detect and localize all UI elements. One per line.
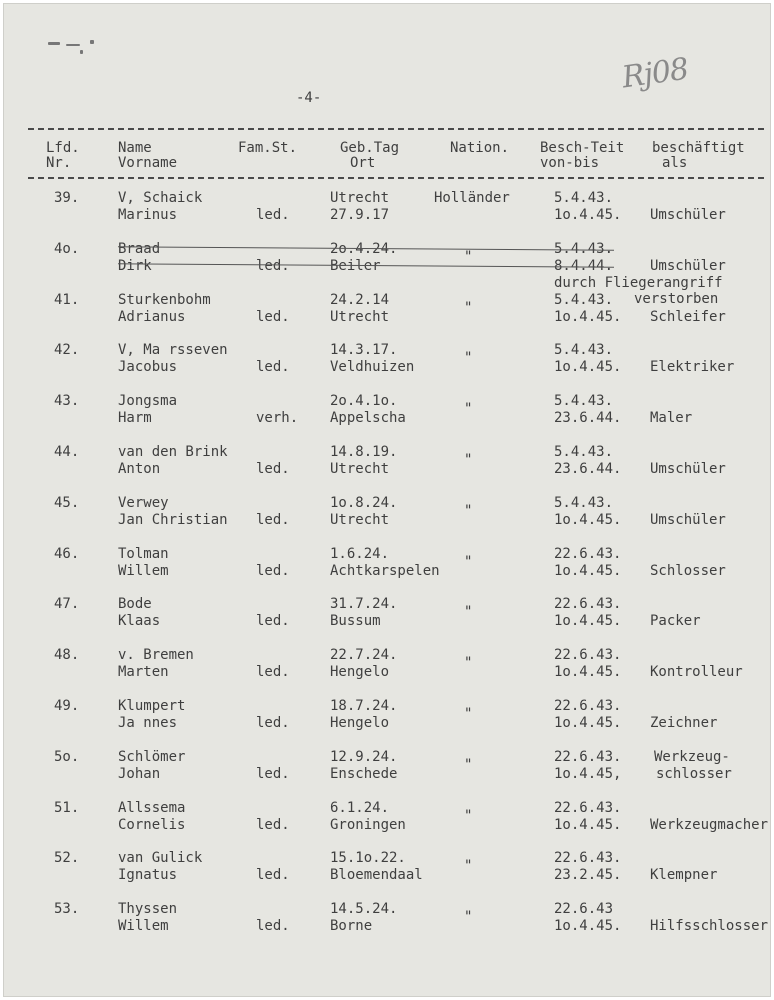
row-gebtag: 1o.8.24. [330, 495, 398, 511]
row-bis: 1o.4.45. [554, 512, 622, 528]
row-note: verstorben [634, 291, 719, 307]
row-ort: Bloemendaal [330, 867, 423, 883]
row-ort: Hengelo [330, 715, 390, 731]
row-bis: 1o.4.45. [554, 563, 622, 579]
row-number: 42. [54, 342, 80, 358]
row-als: Packer [650, 613, 701, 629]
row-von: 22.6.43. [554, 596, 622, 612]
row-vorname: Adrianus [118, 309, 186, 325]
header-vonbis: von-bis [540, 155, 600, 171]
row-nation: " [464, 808, 473, 824]
row-bis: 8.4.44. [554, 258, 614, 274]
row-ort: Utrecht [330, 512, 390, 528]
row-nation: " [464, 554, 473, 570]
row-gebtag: 12.9.24. [330, 749, 398, 765]
header-nr: Nr. [46, 155, 72, 171]
row-number: 51. [54, 800, 80, 816]
page-number: -4- [296, 90, 322, 106]
row-ort: Groningen [330, 817, 406, 833]
row-als: Maler [650, 410, 693, 426]
row-nation: " [464, 604, 473, 620]
row-famst: led. [256, 664, 290, 680]
row-famst: led. [256, 766, 290, 782]
row-von: 22.6.43. [554, 800, 622, 816]
punch-mark [80, 50, 83, 54]
row-ort: Utrecht [330, 461, 390, 477]
row-gebtag: 14.5.24. [330, 901, 398, 917]
row-als: Kontrolleur [650, 664, 743, 680]
row-vorname: Marten [118, 664, 169, 680]
row-bis: 1o.4.45. [554, 918, 622, 934]
row-nation: " [464, 249, 473, 265]
punch-mark [48, 42, 60, 45]
header-gebtag: Geb.Tag [340, 140, 400, 156]
row-name: v. Bremen [118, 647, 194, 663]
header-top-rule [28, 128, 764, 130]
row-gebtag: 24.2.14 [330, 292, 390, 308]
row-gebtag: 18.7.24. [330, 698, 398, 714]
row-als: Klempner [650, 867, 718, 883]
row-vorname: Klaas [118, 613, 161, 629]
header-famst: Fam.St. [238, 140, 298, 156]
row-famst: led. [256, 461, 290, 477]
row-gebtag: 31.7.24. [330, 596, 398, 612]
row-name: Jongsma [118, 393, 178, 409]
row-nation: " [464, 909, 473, 925]
row-von: 22.6.43 [554, 901, 614, 917]
row-als: Hilfsschlosser [650, 918, 769, 934]
row-famst: led. [256, 867, 290, 883]
row-vorname: Harm [118, 410, 152, 426]
header-ort: Ort [350, 155, 376, 171]
header-lfd: Lfd. [46, 140, 80, 156]
row-name: van Gulick [118, 850, 203, 866]
row-vorname: Marinus [118, 207, 178, 223]
row-als: Werkzeug- [654, 749, 730, 765]
row-nation: " [464, 452, 473, 468]
row-name: Verwey [118, 495, 169, 511]
row-ort: Utrecht [330, 309, 390, 325]
row-ort: Enschede [330, 766, 398, 782]
row-von: 5.4.43. [554, 241, 614, 257]
row-als: Umschüler [650, 512, 726, 528]
row-number: 4o. [54, 241, 80, 257]
row-bis: 23.2.45. [554, 867, 622, 883]
row-als: Schleifer [650, 309, 726, 325]
row-von: 5.4.43. [554, 342, 614, 358]
row-von: 22.6.43. [554, 546, 622, 562]
row-note: durch Fliegerangriff [554, 275, 723, 291]
row-vorname: Willem [118, 918, 169, 934]
row-famst: led. [256, 715, 290, 731]
header-bottom-rule [28, 177, 764, 179]
row-nation: " [464, 655, 473, 671]
row-gebtag: 2o.4.1o. [330, 393, 398, 409]
punch-mark [90, 40, 94, 44]
row-number: 44. [54, 444, 80, 460]
row-von: 5.4.43. [554, 495, 614, 511]
row-number: 39. [54, 190, 80, 206]
row-vorname: Anton [118, 461, 161, 477]
row-nation: " [464, 757, 473, 773]
row-name: Bode [118, 596, 152, 612]
row-number: 5o. [54, 749, 80, 765]
row-bis: 1o.4.45. [554, 309, 622, 325]
row-name: Thyssen [118, 901, 178, 917]
row-gebtag: Utrecht [330, 190, 390, 206]
row-von: 5.4.43. [554, 190, 614, 206]
row-famst: verh. [256, 410, 299, 426]
row-nation: " [464, 300, 473, 316]
row-vorname: Ignatus [118, 867, 178, 883]
handwritten-archive-mark: Rj08 [619, 51, 691, 96]
row-als: Umschüler [650, 258, 726, 274]
row-ort: Bussum [330, 613, 381, 629]
row-ort: Hengelo [330, 664, 390, 680]
row-famst: led. [256, 309, 290, 325]
document-page [4, 4, 770, 996]
row-number: 48. [54, 647, 80, 663]
header-als: als [662, 155, 688, 171]
row-famst: led. [256, 817, 290, 833]
row-ort: Borne [330, 918, 373, 934]
row-vorname: Jan Christian [118, 512, 228, 528]
row-von: 22.6.43. [554, 698, 622, 714]
row-famst: led. [256, 207, 290, 223]
row-ort: 27.9.17 [330, 207, 390, 223]
row-bis: 1o.4.45. [554, 359, 622, 375]
row-famst: led. [256, 918, 290, 934]
row-famst: led. [256, 258, 290, 274]
row-name: van den Brink [118, 444, 228, 460]
row-gebtag: 15.1o.22. [330, 850, 406, 866]
row-nation: " [464, 401, 473, 417]
row-als: Elektriker [650, 359, 735, 375]
row-vorname: Dirk [118, 258, 152, 274]
row-bis: 1o.4.45. [554, 664, 622, 680]
row-bis: 1o.4.45. [554, 715, 622, 731]
row-name: V, Schaick [118, 190, 203, 206]
header-nation: Nation. [450, 140, 510, 156]
row-gebtag: 1.6.24. [330, 546, 390, 562]
row-number: 49. [54, 698, 80, 714]
row-als-continued: schlosser [656, 766, 732, 782]
row-ort: Veldhuizen [330, 359, 415, 375]
row-number: 43. [54, 393, 80, 409]
row-als: Zeichner [650, 715, 718, 731]
row-von: 22.6.43. [554, 647, 622, 663]
row-vorname: Cornelis [118, 817, 186, 833]
row-nation: " [464, 706, 473, 722]
row-name: Braad [118, 241, 161, 257]
header-vorname: Vorname [118, 155, 178, 171]
row-famst: led. [256, 613, 290, 629]
row-nation: " [464, 350, 473, 366]
row-von: 5.4.43. [554, 292, 614, 308]
row-als: Schlosser [650, 563, 726, 579]
row-famst: led. [256, 512, 290, 528]
row-von: 22.6.43. [554, 850, 622, 866]
row-bis: 1o.4.45, [554, 766, 622, 782]
row-vorname: Ja nnes [118, 715, 178, 731]
punch-mark [66, 44, 80, 46]
row-als: Werkzeugmacher [650, 817, 769, 833]
row-von: 5.4.43. [554, 444, 614, 460]
row-vorname: Johan [118, 766, 161, 782]
row-bis: 23.6.44. [554, 410, 622, 426]
row-number: 41. [54, 292, 80, 308]
header-beschaeftigt: beschäftigt [652, 140, 745, 156]
row-bis: 1o.4.45. [554, 817, 622, 833]
row-gebtag: 14.8.19. [330, 444, 398, 460]
row-gebtag: 2o.4.24. [330, 241, 398, 257]
row-famst: led. [256, 563, 290, 579]
header-besch: Besch-Teit [540, 140, 625, 156]
row-number: 52. [54, 850, 80, 866]
row-als: Umschüler [650, 461, 726, 477]
row-name: Allssema [118, 800, 186, 816]
row-vorname: Jacobus [118, 359, 178, 375]
row-als: Umschüler [650, 207, 726, 223]
row-nation: " [464, 503, 473, 519]
row-number: 47. [54, 596, 80, 612]
row-ort: Appelscha [330, 410, 406, 426]
row-number: 46. [54, 546, 80, 562]
row-gebtag: 22.7.24. [330, 647, 398, 663]
row-number: 53. [54, 901, 80, 917]
row-number: 45. [54, 495, 80, 511]
row-bis: 1o.4.45. [554, 207, 622, 223]
row-name: Tolman [118, 546, 169, 562]
row-gebtag: 14.3.17. [330, 342, 398, 358]
row-famst: led. [256, 359, 290, 375]
row-name: V, Ma rsseven [118, 342, 228, 358]
header-name: Name [118, 140, 152, 156]
row-bis: 23.6.44. [554, 461, 622, 477]
row-von: 5.4.43. [554, 393, 614, 409]
row-gebtag: 6.1.24. [330, 800, 390, 816]
row-ort: Achtkarspelen [330, 563, 440, 579]
row-nation: Holländer [434, 190, 510, 206]
row-name: Klumpert [118, 698, 186, 714]
row-ort: Beiler [330, 258, 381, 274]
row-name: Sturkenbohm [118, 292, 211, 308]
row-name: Schlömer [118, 749, 186, 765]
row-nation: " [464, 858, 473, 874]
row-von: 22.6.43. [554, 749, 622, 765]
row-bis: 1o.4.45. [554, 613, 622, 629]
row-vorname: Willem [118, 563, 169, 579]
